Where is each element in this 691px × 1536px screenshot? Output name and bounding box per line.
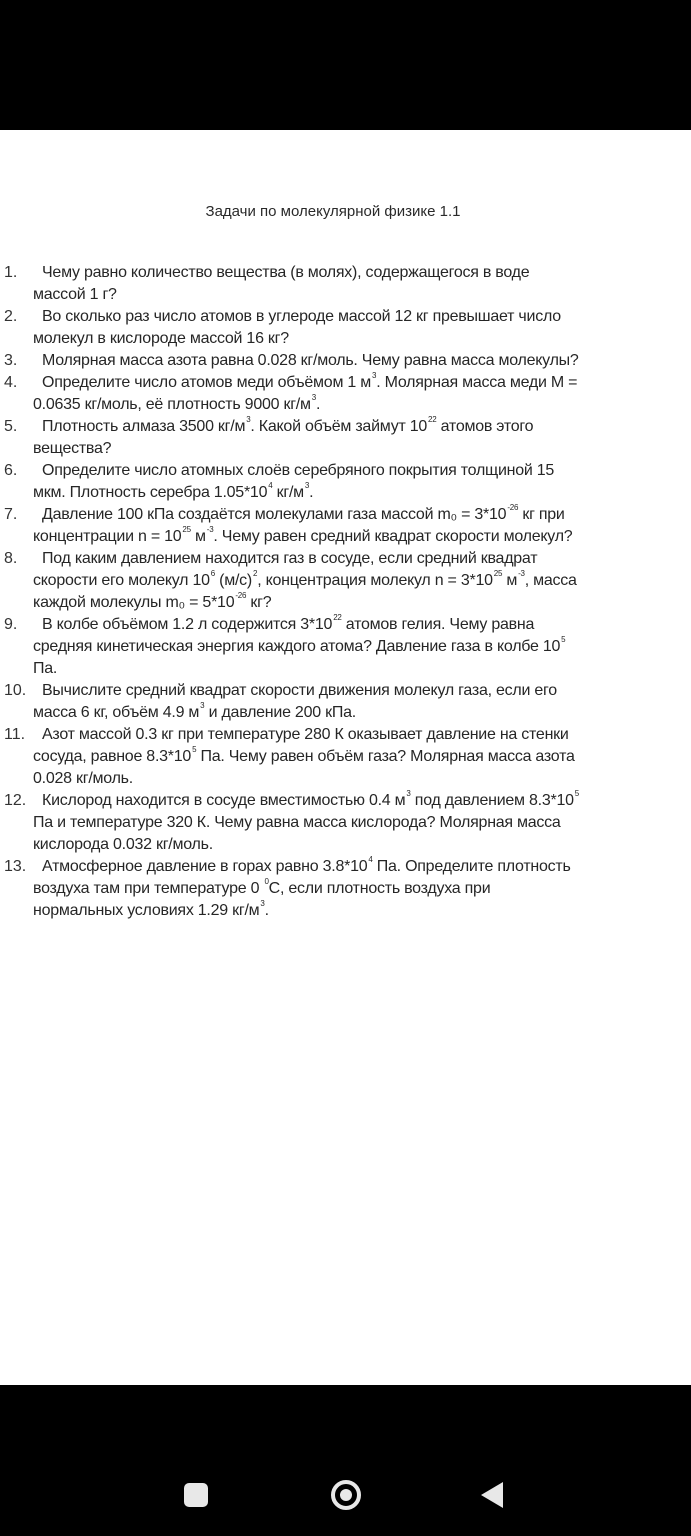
problem-text-line bbox=[0, 658, 691, 680]
superscript-exponent: 3 bbox=[260, 899, 265, 908]
text-segment: . Чему равен средний квадрат скорости молекул? bbox=[213, 528, 573, 545]
text-segment: Азот массой 0.3 кг при температуре 280 К оказывает давление на стенки bbox=[42, 726, 569, 743]
text-segment: кг? bbox=[246, 594, 272, 611]
problem-item bbox=[0, 680, 691, 724]
superscript-exponent: 3 bbox=[311, 393, 316, 402]
text-segment: средняя кинетическая энергия каждого атома? Давление газа в колбе 10 bbox=[33, 638, 561, 655]
text-segment: Определите число атомных слоёв серебряного покрытия толщиной 15 bbox=[42, 462, 555, 479]
problem-text-line bbox=[0, 812, 691, 834]
problem-text-line bbox=[0, 636, 691, 658]
text-segment: и давление 200 кПа. bbox=[204, 704, 356, 721]
text-segment: . bbox=[309, 484, 314, 501]
superscript-exponent: -3 bbox=[518, 569, 525, 578]
navigation-bar bbox=[0, 1385, 691, 1536]
problem-number: 11. bbox=[4, 726, 26, 743]
problem-number: 2. bbox=[4, 308, 18, 325]
text-segment: концентрации n = 10 bbox=[33, 528, 182, 545]
document-title: Задачи по молекулярной физике 1.1 bbox=[205, 203, 461, 220]
problem-text-line bbox=[0, 504, 691, 526]
problem-text-line bbox=[0, 284, 691, 306]
problem-text-line bbox=[0, 856, 691, 878]
home-circle-icon bbox=[331, 1480, 361, 1510]
text-segment: Давление 100 кПа создаётся молекулами газа массой m₀ = 3*10 bbox=[42, 506, 507, 523]
text-segment: Па и температуре 320 К. Чему равна масса кислорода? Молярная масса bbox=[33, 814, 561, 831]
problem-text-line bbox=[0, 350, 691, 372]
recents-square-icon bbox=[184, 1483, 208, 1507]
superscript-exponent: 3 bbox=[246, 415, 251, 424]
problem-text-line bbox=[0, 306, 691, 328]
text-segment: Па. Определите плотность bbox=[372, 858, 571, 875]
text-segment: Молярная масса азота равна 0.028 кг/моль. Чему равна масса молекулы? bbox=[42, 352, 579, 369]
text-segment: атомов гелия. Чему равна bbox=[341, 616, 535, 633]
superscript-exponent: 0 bbox=[264, 877, 269, 886]
problem-number: 4. bbox=[4, 374, 18, 391]
document-page bbox=[0, 130, 691, 1385]
superscript-exponent: 2 bbox=[253, 569, 258, 578]
back-button[interactable] bbox=[474, 1477, 510, 1513]
problem-text-line bbox=[0, 878, 691, 900]
problem-number: 6. bbox=[4, 462, 18, 479]
top-black-bar bbox=[0, 0, 691, 130]
text-segment: вещества? bbox=[33, 440, 112, 457]
text-segment: Па. bbox=[33, 660, 58, 677]
superscript-exponent: -26 bbox=[507, 503, 519, 512]
problem-item bbox=[0, 724, 691, 790]
superscript-exponent: 25 bbox=[493, 569, 503, 578]
problem-text-line bbox=[0, 614, 691, 636]
problem-item bbox=[0, 460, 691, 504]
superscript-exponent: 22 bbox=[428, 415, 437, 424]
problem-number: 13. bbox=[4, 858, 27, 875]
superscript-exponent: 5 bbox=[574, 789, 579, 798]
text-segment: 0.028 кг/моль. bbox=[33, 770, 133, 787]
problem-text-line bbox=[0, 526, 691, 548]
superscript-exponent: 4 bbox=[368, 855, 373, 864]
problem-number: 9. bbox=[4, 616, 18, 633]
problem-text-line bbox=[0, 900, 691, 922]
text-segment: Кислород находится в сосуде вместимостью 0.4 м bbox=[42, 792, 406, 809]
text-segment: (м/с) bbox=[214, 572, 252, 589]
problem-text-line bbox=[0, 262, 691, 284]
text-segment: 0.0635 кг/моль, её плотность 9000 кг/м bbox=[33, 396, 311, 413]
problem-text-line bbox=[0, 328, 691, 350]
superscript-exponent: 3 bbox=[406, 789, 411, 798]
text-segment: Во сколько раз число атомов в углероде массой 12 кг превышает число bbox=[42, 308, 561, 325]
home-button[interactable] bbox=[328, 1477, 364, 1513]
text-segment: мкм. Плотность серебра 1.05*10 bbox=[33, 484, 268, 501]
text-segment: скорости его молекул 10 bbox=[33, 572, 210, 589]
text-segment: атомов этого bbox=[436, 418, 534, 435]
superscript-exponent: -26 bbox=[235, 591, 247, 600]
text-segment: . bbox=[264, 902, 269, 919]
text-segment: м bbox=[502, 572, 518, 589]
superscript-exponent: 6 bbox=[210, 569, 215, 578]
problem-text-line bbox=[0, 790, 691, 812]
problem-text-line bbox=[0, 548, 691, 570]
superscript-exponent: 25 bbox=[182, 525, 191, 534]
problem-number: 12. bbox=[4, 792, 27, 809]
problem-item bbox=[0, 372, 691, 416]
problem-item bbox=[0, 350, 691, 372]
text-segment: Па. Чему равен объём газа? Молярная масса азота bbox=[196, 748, 575, 765]
text-segment: кислорода 0.032 кг/моль. bbox=[33, 836, 213, 853]
problem-text-line bbox=[0, 702, 691, 724]
problem-text-line bbox=[0, 592, 691, 614]
problem-number: 8. bbox=[4, 550, 18, 567]
text-segment: массой 1 г? bbox=[33, 286, 117, 303]
problem-text-line bbox=[0, 372, 691, 394]
text-segment: м bbox=[190, 528, 206, 545]
recents-button[interactable] bbox=[178, 1477, 214, 1513]
text-segment: Вычислите средний квадрат скорости движения молекул газа, если его bbox=[42, 682, 557, 699]
text-segment: Плотность алмаза 3500 кг/м bbox=[42, 418, 246, 435]
problem-text-line bbox=[0, 460, 691, 482]
superscript-exponent: 5 bbox=[561, 635, 566, 644]
problem-item bbox=[0, 306, 691, 350]
text-segment: Чему равно количество вещества (в молях), содержащегося в воде bbox=[42, 264, 530, 281]
problem-text-line bbox=[0, 570, 691, 592]
text-segment: воздуха там при температуре 0 bbox=[33, 880, 264, 897]
text-segment: . bbox=[315, 396, 321, 413]
problem-text-line bbox=[0, 438, 691, 460]
problem-text-line bbox=[0, 724, 691, 746]
text-segment: масса 6 кг, объём 4.9 м bbox=[33, 704, 200, 721]
problem-number: 5. bbox=[4, 418, 18, 435]
text-segment: молекул в кислороде массой 16 кг? bbox=[33, 330, 289, 347]
problem-text-line bbox=[0, 394, 691, 416]
superscript-exponent: 4 bbox=[268, 481, 273, 490]
problem-item bbox=[0, 504, 691, 548]
text-segment: Определите число атомов меди объёмом 1 м bbox=[42, 374, 371, 391]
text-segment: сосуда, равное 8.3*10 bbox=[33, 748, 192, 765]
text-segment: кг при bbox=[518, 506, 565, 523]
problem-item bbox=[0, 856, 691, 922]
problem-item bbox=[0, 790, 691, 856]
problem-text-line bbox=[0, 416, 691, 438]
problem-text-line bbox=[0, 834, 691, 856]
text-segment: каждой молекулы m₀ = 5*10 bbox=[33, 594, 235, 611]
problem-text-line bbox=[0, 680, 691, 702]
problem-item bbox=[0, 416, 691, 460]
text-segment: , масса bbox=[524, 572, 577, 589]
problem-text-line bbox=[0, 746, 691, 768]
text-segment: под давлением 8.3*10 bbox=[410, 792, 574, 809]
text-segment: Под каким давлением находится газ в сосуде, если средний квадрат bbox=[42, 550, 538, 567]
problem-number: 10. bbox=[4, 682, 27, 699]
back-triangle-icon bbox=[481, 1482, 503, 1508]
superscript-exponent: 5 bbox=[192, 745, 197, 754]
superscript-exponent: 22 bbox=[333, 613, 342, 622]
problem-item bbox=[0, 614, 691, 680]
text-segment: Атмосферное давление в горах равно 3.8*10 bbox=[42, 858, 368, 875]
superscript-exponent: 3 bbox=[371, 371, 377, 380]
superscript-exponent: -3 bbox=[206, 525, 214, 534]
problem-number: 3. bbox=[4, 352, 18, 369]
problem-item bbox=[0, 262, 691, 306]
text-segment: кг/м bbox=[272, 484, 304, 501]
problem-text-line bbox=[0, 482, 691, 504]
text-segment: , концентрация молекул n = 3*10 bbox=[257, 572, 493, 589]
text-segment: . Молярная масса меди M = bbox=[376, 374, 578, 391]
problem-number: 1. bbox=[4, 264, 18, 281]
superscript-exponent: 3 bbox=[304, 481, 310, 490]
problem-text-line bbox=[0, 768, 691, 790]
problem-number: 7. bbox=[4, 506, 18, 523]
text-segment: . Какой объём займут 10 bbox=[250, 418, 428, 435]
text-segment: нормальных условиях 1.29 кг/м bbox=[33, 902, 260, 919]
text-segment: С, если плотность воздуха при bbox=[268, 880, 491, 897]
superscript-exponent: 3 bbox=[200, 701, 205, 710]
problem-list bbox=[0, 262, 691, 922]
text-segment: В колбе объёмом 1.2 л содержится 3*10 bbox=[42, 616, 333, 633]
problem-item bbox=[0, 548, 691, 614]
